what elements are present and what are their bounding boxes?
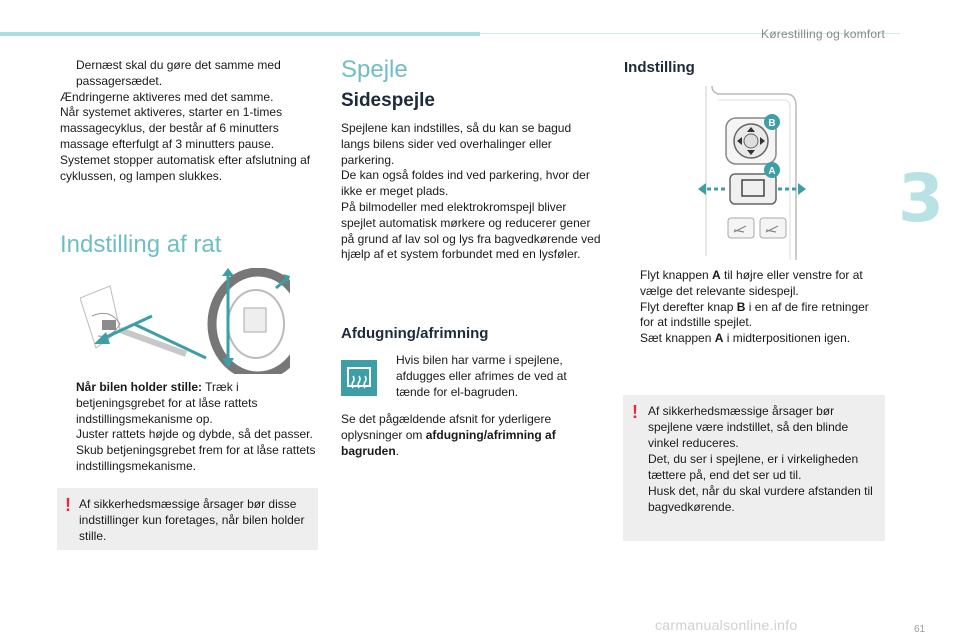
section-heading-steering: Indstilling af rat bbox=[60, 231, 222, 258]
defrost-button-icon bbox=[341, 360, 377, 396]
chapter-number: 3 bbox=[898, 160, 944, 237]
steering-instructions bbox=[60, 380, 318, 475]
bullet-item: Når bilen holder stille: Træk i betjeningsgrebet for at låse rattets indstillingsmekanisme op. bbox=[76, 380, 258, 426]
bullet-item: Flyt knappen A til højre eller venstre for at vælge det relevante sidespejl. bbox=[640, 268, 863, 298]
rear-defrost-icon bbox=[341, 360, 377, 396]
defrost-reference: Se det pågældende afsnit for yderligere oplysninger om afdugning/afrimning af bagruden. bbox=[341, 412, 556, 458]
defrost-text: Hvis bilen har varme i spejlene, afdugges eller afrimes de ved at tænde for el-bagruden. bbox=[396, 353, 567, 399]
subheading-defrost: Afdugning/afrimning bbox=[341, 325, 489, 342]
paragraph: Når systemet aktiveres, starter en 1-times massagecyklus, der består af 6 minutters massage efterfulgt af 3 minutters pause. bbox=[60, 105, 283, 151]
column-1 bbox=[60, 58, 318, 184]
bullet-item: Sæt knappen A i midterpositionen igen. bbox=[640, 331, 851, 346]
mirror-control-illustration bbox=[698, 86, 810, 260]
subheading-side-mirrors: Sidespejle bbox=[341, 90, 435, 111]
steering-wheel-illustration bbox=[80, 268, 290, 374]
paragraph: Systemet stopper automatisk efter afslutning af cyklussen, og lampen slukkes. bbox=[60, 152, 311, 183]
paragraph: Ændringerne aktiveres med det samme. bbox=[60, 89, 274, 104]
bullet-item: Flyt derefter knap B i en af de fire retninger for at indstille spejlet. bbox=[640, 299, 869, 330]
warning-box-mirrors bbox=[623, 395, 885, 541]
watermark: carmanualsonline.info bbox=[655, 617, 798, 633]
chapter-title: Kørestilling og komfort bbox=[761, 27, 885, 41]
mirror-instructions bbox=[624, 268, 884, 347]
page-number: 61 bbox=[914, 624, 926, 635]
bullet-symbol bbox=[60, 58, 76, 90]
label-a: A bbox=[768, 166, 776, 177]
warning-icon: ! bbox=[65, 495, 71, 515]
subheading-adjustment: Indstilling bbox=[624, 59, 695, 76]
bullet-intro: Dernæst skal du gøre det samme med passagersædet. bbox=[60, 58, 318, 90]
header-accent-bar bbox=[0, 32, 480, 36]
bullet-item: Juster rattets højde og dybde, så det passer. bbox=[76, 427, 313, 442]
warning-box-steering bbox=[57, 488, 318, 550]
mirrors-description: Spejlene kan indstilles, så du kan se bagud langs bilens sider ved overhalinger eller parkering. De kan også foldes ind ved parkering, hvor der ikke er meget plads. På bilmodeller med elektrokromspejl bliver spejlet automatisk mørkere og reducerer gener på grund af lav sol og lys fra bagvedkørende ved hjælp af et system forbundet med en lysføler. bbox=[341, 121, 601, 262]
bullet-item: Skub betjeningsgrebet frem for at låse rattets indstillingsmekanisme. bbox=[76, 443, 316, 473]
warning-icon: ! bbox=[632, 402, 638, 422]
label-b: B bbox=[768, 118, 776, 129]
warning-text: Af sikkerhedsmæssige årsager bør disse indstillinger kun foretages, når bilen holder stille. bbox=[79, 497, 305, 543]
warning-text: Af sikkerhedsmæssige årsager bør spejlene være indstillet, så den blinde vinkel reduceres. Det, du ser i spejlene, er i virkeligheden tættere på, end det ser ud til. Husk det, når du skal vurdere afstanden til bagvedkørende. bbox=[648, 404, 873, 514]
section-heading-mirrors: Spejle bbox=[341, 56, 408, 83]
